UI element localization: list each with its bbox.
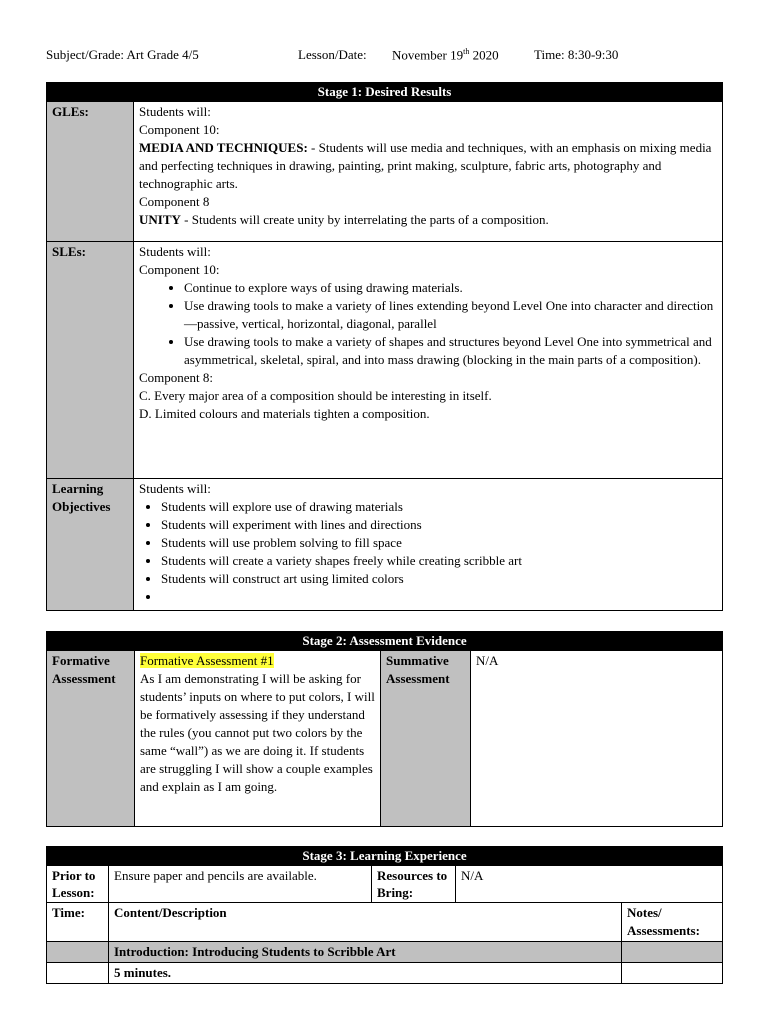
list-item: • Students will construct art using limited colors — [161, 570, 717, 588]
list-item: • Students will experiment with lines and directions — [161, 516, 717, 534]
formative-heading: Formative Assessment #1 — [140, 653, 274, 668]
stage3-table — [46, 846, 723, 984]
stage2-title: Stage 2: Assessment Evidence — [47, 632, 723, 651]
intro-time-cell — [47, 942, 109, 963]
list-item: • Continue to explore ways of using drawing materials. — [184, 279, 717, 297]
stage2-table — [46, 631, 723, 827]
col-content: Content/Description — [109, 903, 622, 942]
formative-label: Formative Assessment — [47, 651, 135, 827]
lesson-date-label: Lesson/Date: — [298, 47, 367, 62]
resources-label: Resources to Bring: — [372, 866, 456, 903]
summative-label: Summative Assessment — [381, 651, 471, 827]
lesson-time: Time: 8:30-9:30 — [534, 47, 619, 62]
stage1-table — [46, 82, 723, 611]
list-item: • Students will create a variety shapes freely while creating scribble art — [161, 552, 717, 570]
stage3-title: Stage 3: Learning Experience — [47, 847, 723, 866]
intro-row: Introduction: Introducing Students to Scribble Art — [109, 942, 622, 963]
col-notes: Notes/ Assessments: — [622, 903, 723, 942]
intro-notes-cell — [622, 942, 723, 963]
objectives-content: Students will: • Students will explore use of drawing materials • Students will experiment with lines and directions • Students will use problem solving to fill space • Students will create a variety shapes freely while creating scribble art • Students will construct art using limited colors • — [134, 479, 723, 611]
list-item: • Students will explore use of drawing materials — [161, 498, 717, 516]
minutes-time-cell — [47, 963, 109, 984]
col-time: Time: — [47, 903, 109, 942]
list-item — [161, 588, 717, 606]
list-item: • Use drawing tools to make a variety of lines extending beyond Level One into character and direction—passive, vertical, horizontal, diagonal, parallel — [184, 297, 717, 333]
subject-grade: Subject/Grade: Art Grade 4/5 — [46, 47, 199, 62]
resources-value: N/A — [456, 866, 723, 903]
sles-label: SLEs: — [47, 242, 134, 479]
prior-value: Ensure paper and pencils are available. — [109, 866, 372, 903]
list-item: • Students will use problem solving to fill space — [161, 534, 717, 552]
gles-label: GLEs: — [47, 102, 134, 242]
objectives-label: Learning Objectives — [47, 479, 134, 611]
prior-label: Prior to Lesson: — [47, 866, 109, 903]
summative-value: N/A — [471, 651, 723, 827]
document-header — [46, 47, 722, 65]
minutes-notes-cell — [622, 963, 723, 984]
formative-content: Formative Assessment #1 As I am demonstrating I will be asking for students’ inputs on where to put colors, I will be formatively assessing if they understand the rules (you cannot put two colors by the same “wall”) as we are doing it. If students are struggling I will show a couple examples and explain as I am going. — [135, 651, 381, 827]
sles-content: Students will: Component 10: • Continue to explore ways of using drawing materials. • Use drawing tools to make a variety of lines extending beyond Level One into character and direction—passive, vertical, horizontal, diagonal, parallel • Use drawing tools to make a variety of shapes and structures beyond Level One into symmetrical and asymmetrical, skeletal, spiral, and into mass drawing (blocking in the main parts of a composition). Component 8: C. Every major area of a composition should be interesting in itself. D. Limited colours and materials tighten a composition. — [134, 242, 723, 479]
stage1-title: Stage 1: Desired Results — [47, 83, 723, 102]
list-item: • Use drawing tools to make a variety of shapes and structures beyond Level One into symmetrical and asymmetrical, skeletal, spiral, and into mass drawing (blocking in the main parts of a composition). — [184, 333, 717, 369]
gles-content: Students will: Component 10: MEDIA AND TECHNIQUES: - Students will use media and techniques, with an emphasis on mixing media and perfecting techniques in drawing, painting, print making, sculpture, fabric arts, photography and technographic arts. Component 8 UNITY - Students will create unity by interrelating the parts of a composition. — [134, 102, 723, 242]
lesson-date: November 19th 2020 — [392, 47, 499, 63]
minutes: 5 minutes. — [109, 963, 622, 984]
